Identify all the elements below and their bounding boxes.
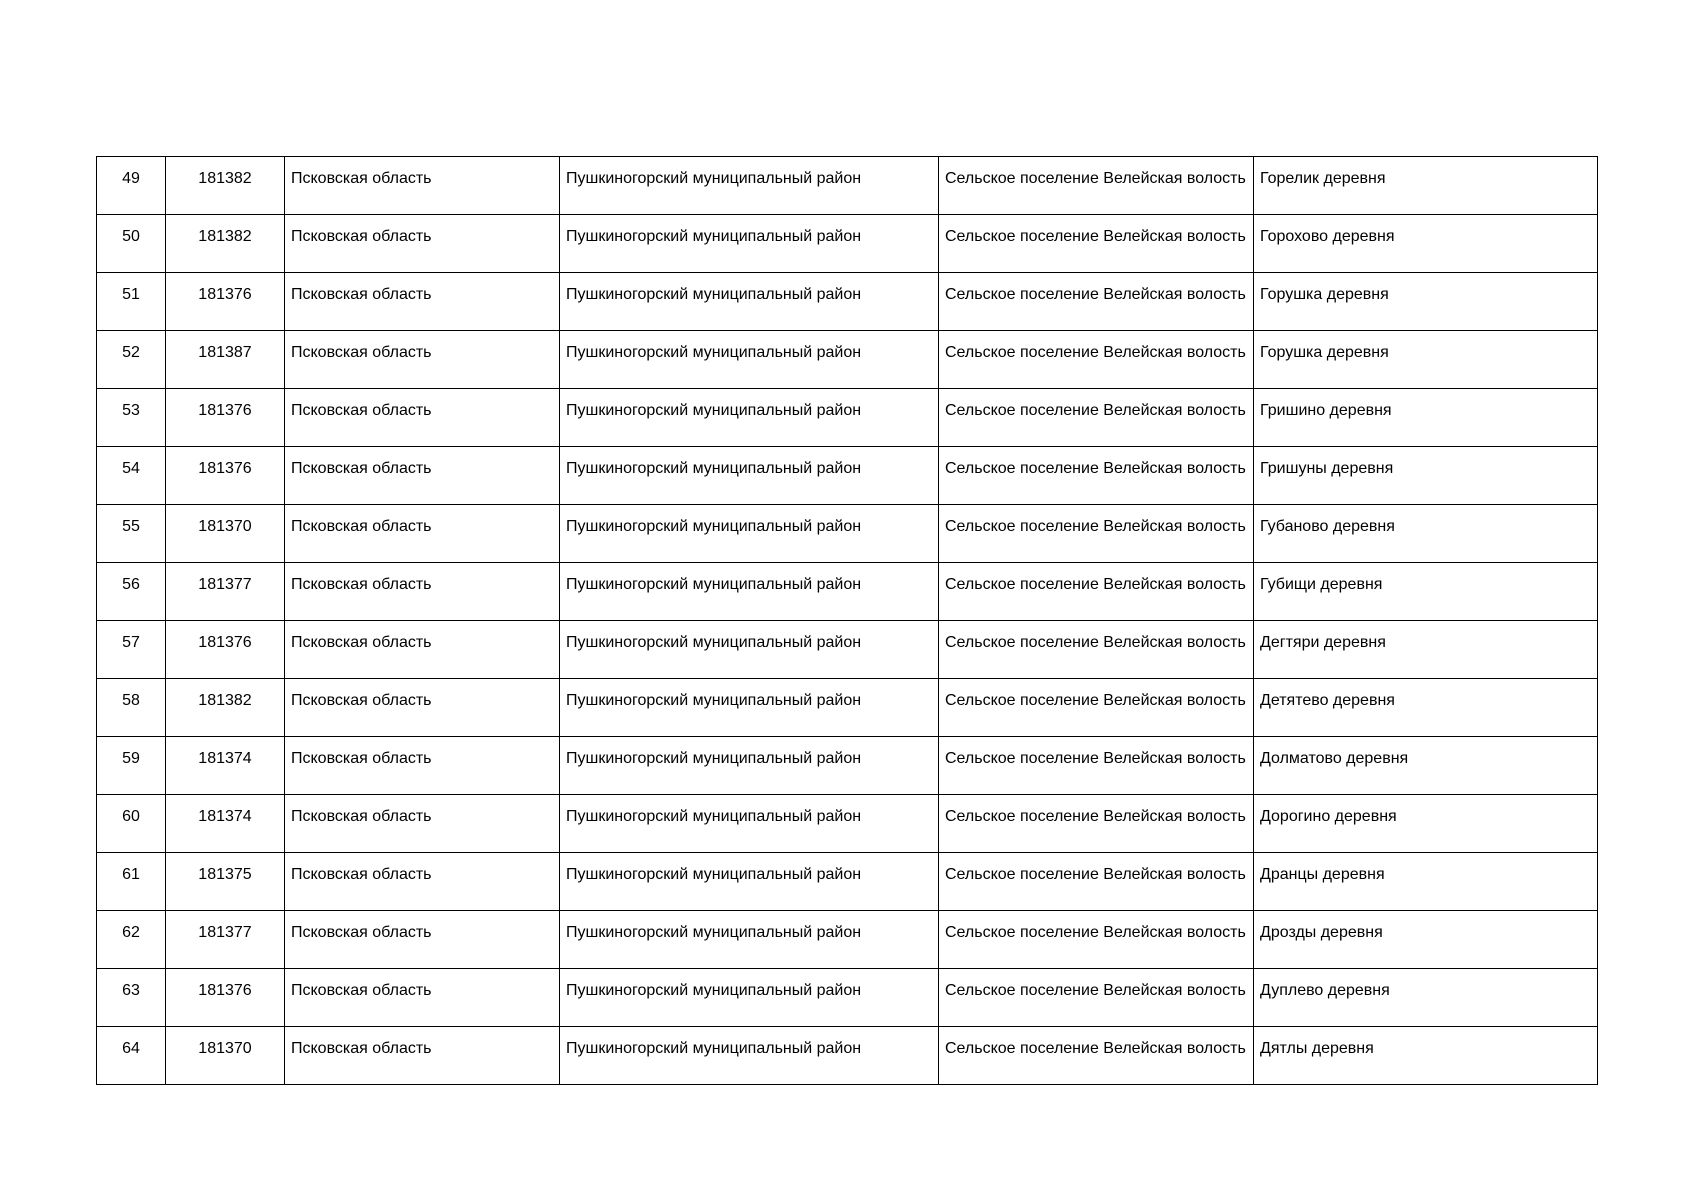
row-number-cell: 53 <box>97 389 166 447</box>
table-row <box>97 911 1598 969</box>
row-number-cell: 55 <box>97 505 166 563</box>
region-cell: Псковская область <box>285 389 560 447</box>
settlement-cell: Сельское поселение Велейская волость <box>939 505 1254 563</box>
district-cell: Пушкиногорский муниципальный район <box>560 215 939 273</box>
postal-code-cell: 181376 <box>166 447 285 505</box>
table-row <box>97 795 1598 853</box>
row-number-cell: 52 <box>97 331 166 389</box>
settlement-cell: Сельское поселение Велейская волость <box>939 621 1254 679</box>
locality-cell: Дорогино деревня <box>1254 795 1598 853</box>
row-number-cell: 57 <box>97 621 166 679</box>
district-cell: Пушкиногорский муниципальный район <box>560 447 939 505</box>
locality-cell: Детятево деревня <box>1254 679 1598 737</box>
region-cell: Псковская область <box>285 215 560 273</box>
postal-code-cell: 181374 <box>166 737 285 795</box>
postal-code-cell: 181382 <box>166 215 285 273</box>
row-number-cell: 64 <box>97 1027 166 1085</box>
locality-cell: Горелик деревня <box>1254 157 1598 215</box>
table-row <box>97 853 1598 911</box>
postal-code-cell: 181376 <box>166 969 285 1027</box>
postal-code-cell: 181376 <box>166 621 285 679</box>
region-cell: Псковская область <box>285 795 560 853</box>
settlement-cell: Сельское поселение Велейская волость <box>939 795 1254 853</box>
settlement-cell: Сельское поселение Велейская волость <box>939 389 1254 447</box>
region-cell: Псковская область <box>285 737 560 795</box>
postal-code-cell: 181370 <box>166 1027 285 1085</box>
postal-code-cell: 181370 <box>166 505 285 563</box>
locality-cell: Губаново деревня <box>1254 505 1598 563</box>
settlement-cell: Сельское поселение Велейская волость <box>939 1027 1254 1085</box>
locality-cell: Долматово деревня <box>1254 737 1598 795</box>
district-cell: Пушкиногорский муниципальный район <box>560 1027 939 1085</box>
postal-code-cell: 181374 <box>166 795 285 853</box>
row-number-cell: 62 <box>97 911 166 969</box>
district-cell: Пушкиногорский муниципальный район <box>560 389 939 447</box>
table-row <box>97 563 1598 621</box>
row-number-cell: 59 <box>97 737 166 795</box>
settlement-cell: Сельское поселение Велейская волость <box>939 679 1254 737</box>
region-cell: Псковская область <box>285 331 560 389</box>
locality-cell: Дранцы деревня <box>1254 853 1598 911</box>
locality-cell: Горушка деревня <box>1254 331 1598 389</box>
settlement-cell: Сельское поселение Велейская волость <box>939 969 1254 1027</box>
region-cell: Псковская область <box>285 911 560 969</box>
settlement-cell: Сельское поселение Велейская волость <box>939 911 1254 969</box>
locality-cell: Горохово деревня <box>1254 215 1598 273</box>
district-cell: Пушкиногорский муниципальный район <box>560 853 939 911</box>
row-number-cell: 61 <box>97 853 166 911</box>
district-cell: Пушкиногорский муниципальный район <box>560 331 939 389</box>
table-row <box>97 505 1598 563</box>
locality-cell: Гришуны деревня <box>1254 447 1598 505</box>
settlement-cell: Сельское поселение Велейская волость <box>939 215 1254 273</box>
locality-cell: Дрозды деревня <box>1254 911 1598 969</box>
region-cell: Псковская область <box>285 447 560 505</box>
settlement-cell: Сельское поселение Велейская волость <box>939 447 1254 505</box>
district-cell: Пушкиногорский муниципальный район <box>560 679 939 737</box>
district-cell: Пушкиногорский муниципальный район <box>560 505 939 563</box>
region-cell: Псковская область <box>285 1027 560 1085</box>
settlement-cell: Сельское поселение Велейская волость <box>939 563 1254 621</box>
settlement-cell: Сельское поселение Велейская волость <box>939 737 1254 795</box>
district-cell: Пушкиногорский муниципальный район <box>560 795 939 853</box>
district-cell: Пушкиногорский муниципальный район <box>560 273 939 331</box>
row-number-cell: 60 <box>97 795 166 853</box>
table-row <box>97 621 1598 679</box>
row-number-cell: 58 <box>97 679 166 737</box>
region-cell: Псковская область <box>285 969 560 1027</box>
district-cell: Пушкиногорский муниципальный район <box>560 621 939 679</box>
district-cell: Пушкиногорский муниципальный район <box>560 911 939 969</box>
postal-code-cell: 181376 <box>166 273 285 331</box>
table-body <box>97 157 1598 1085</box>
locality-cell: Дятлы деревня <box>1254 1027 1598 1085</box>
postal-code-cell: 181382 <box>166 679 285 737</box>
settlement-cell: Сельское поселение Велейская волость <box>939 331 1254 389</box>
postal-code-cell: 181377 <box>166 911 285 969</box>
settlement-cell: Сельское поселение Велейская волость <box>939 157 1254 215</box>
table-row <box>97 447 1598 505</box>
row-number-cell: 49 <box>97 157 166 215</box>
region-cell: Псковская область <box>285 621 560 679</box>
table-row <box>97 331 1598 389</box>
address-table <box>96 156 1598 1085</box>
locality-cell: Губищи деревня <box>1254 563 1598 621</box>
region-cell: Псковская область <box>285 853 560 911</box>
row-number-cell: 56 <box>97 563 166 621</box>
table-row <box>97 389 1598 447</box>
locality-cell: Гришино деревня <box>1254 389 1598 447</box>
address-table-container <box>96 156 1597 1085</box>
district-cell: Пушкиногорский муниципальный район <box>560 969 939 1027</box>
postal-code-cell: 181377 <box>166 563 285 621</box>
district-cell: Пушкиногорский муниципальный район <box>560 563 939 621</box>
postal-code-cell: 181382 <box>166 157 285 215</box>
row-number-cell: 63 <box>97 969 166 1027</box>
locality-cell: Горушка деревня <box>1254 273 1598 331</box>
table-row <box>97 969 1598 1027</box>
row-number-cell: 51 <box>97 273 166 331</box>
locality-cell: Дуплево деревня <box>1254 969 1598 1027</box>
region-cell: Псковская область <box>285 563 560 621</box>
table-row <box>97 273 1598 331</box>
region-cell: Псковская область <box>285 273 560 331</box>
district-cell: Пушкиногорский муниципальный район <box>560 157 939 215</box>
region-cell: Псковская область <box>285 679 560 737</box>
row-number-cell: 54 <box>97 447 166 505</box>
locality-cell: Дегтяри деревня <box>1254 621 1598 679</box>
region-cell: Псковская область <box>285 505 560 563</box>
table-row <box>97 737 1598 795</box>
row-number-cell: 50 <box>97 215 166 273</box>
postal-code-cell: 181376 <box>166 389 285 447</box>
table-row <box>97 157 1598 215</box>
table-row <box>97 1027 1598 1085</box>
district-cell: Пушкиногорский муниципальный район <box>560 737 939 795</box>
table-row <box>97 215 1598 273</box>
settlement-cell: Сельское поселение Велейская волость <box>939 853 1254 911</box>
region-cell: Псковская область <box>285 157 560 215</box>
table-row <box>97 679 1598 737</box>
postal-code-cell: 181387 <box>166 331 285 389</box>
settlement-cell: Сельское поселение Велейская волость <box>939 273 1254 331</box>
postal-code-cell: 181375 <box>166 853 285 911</box>
